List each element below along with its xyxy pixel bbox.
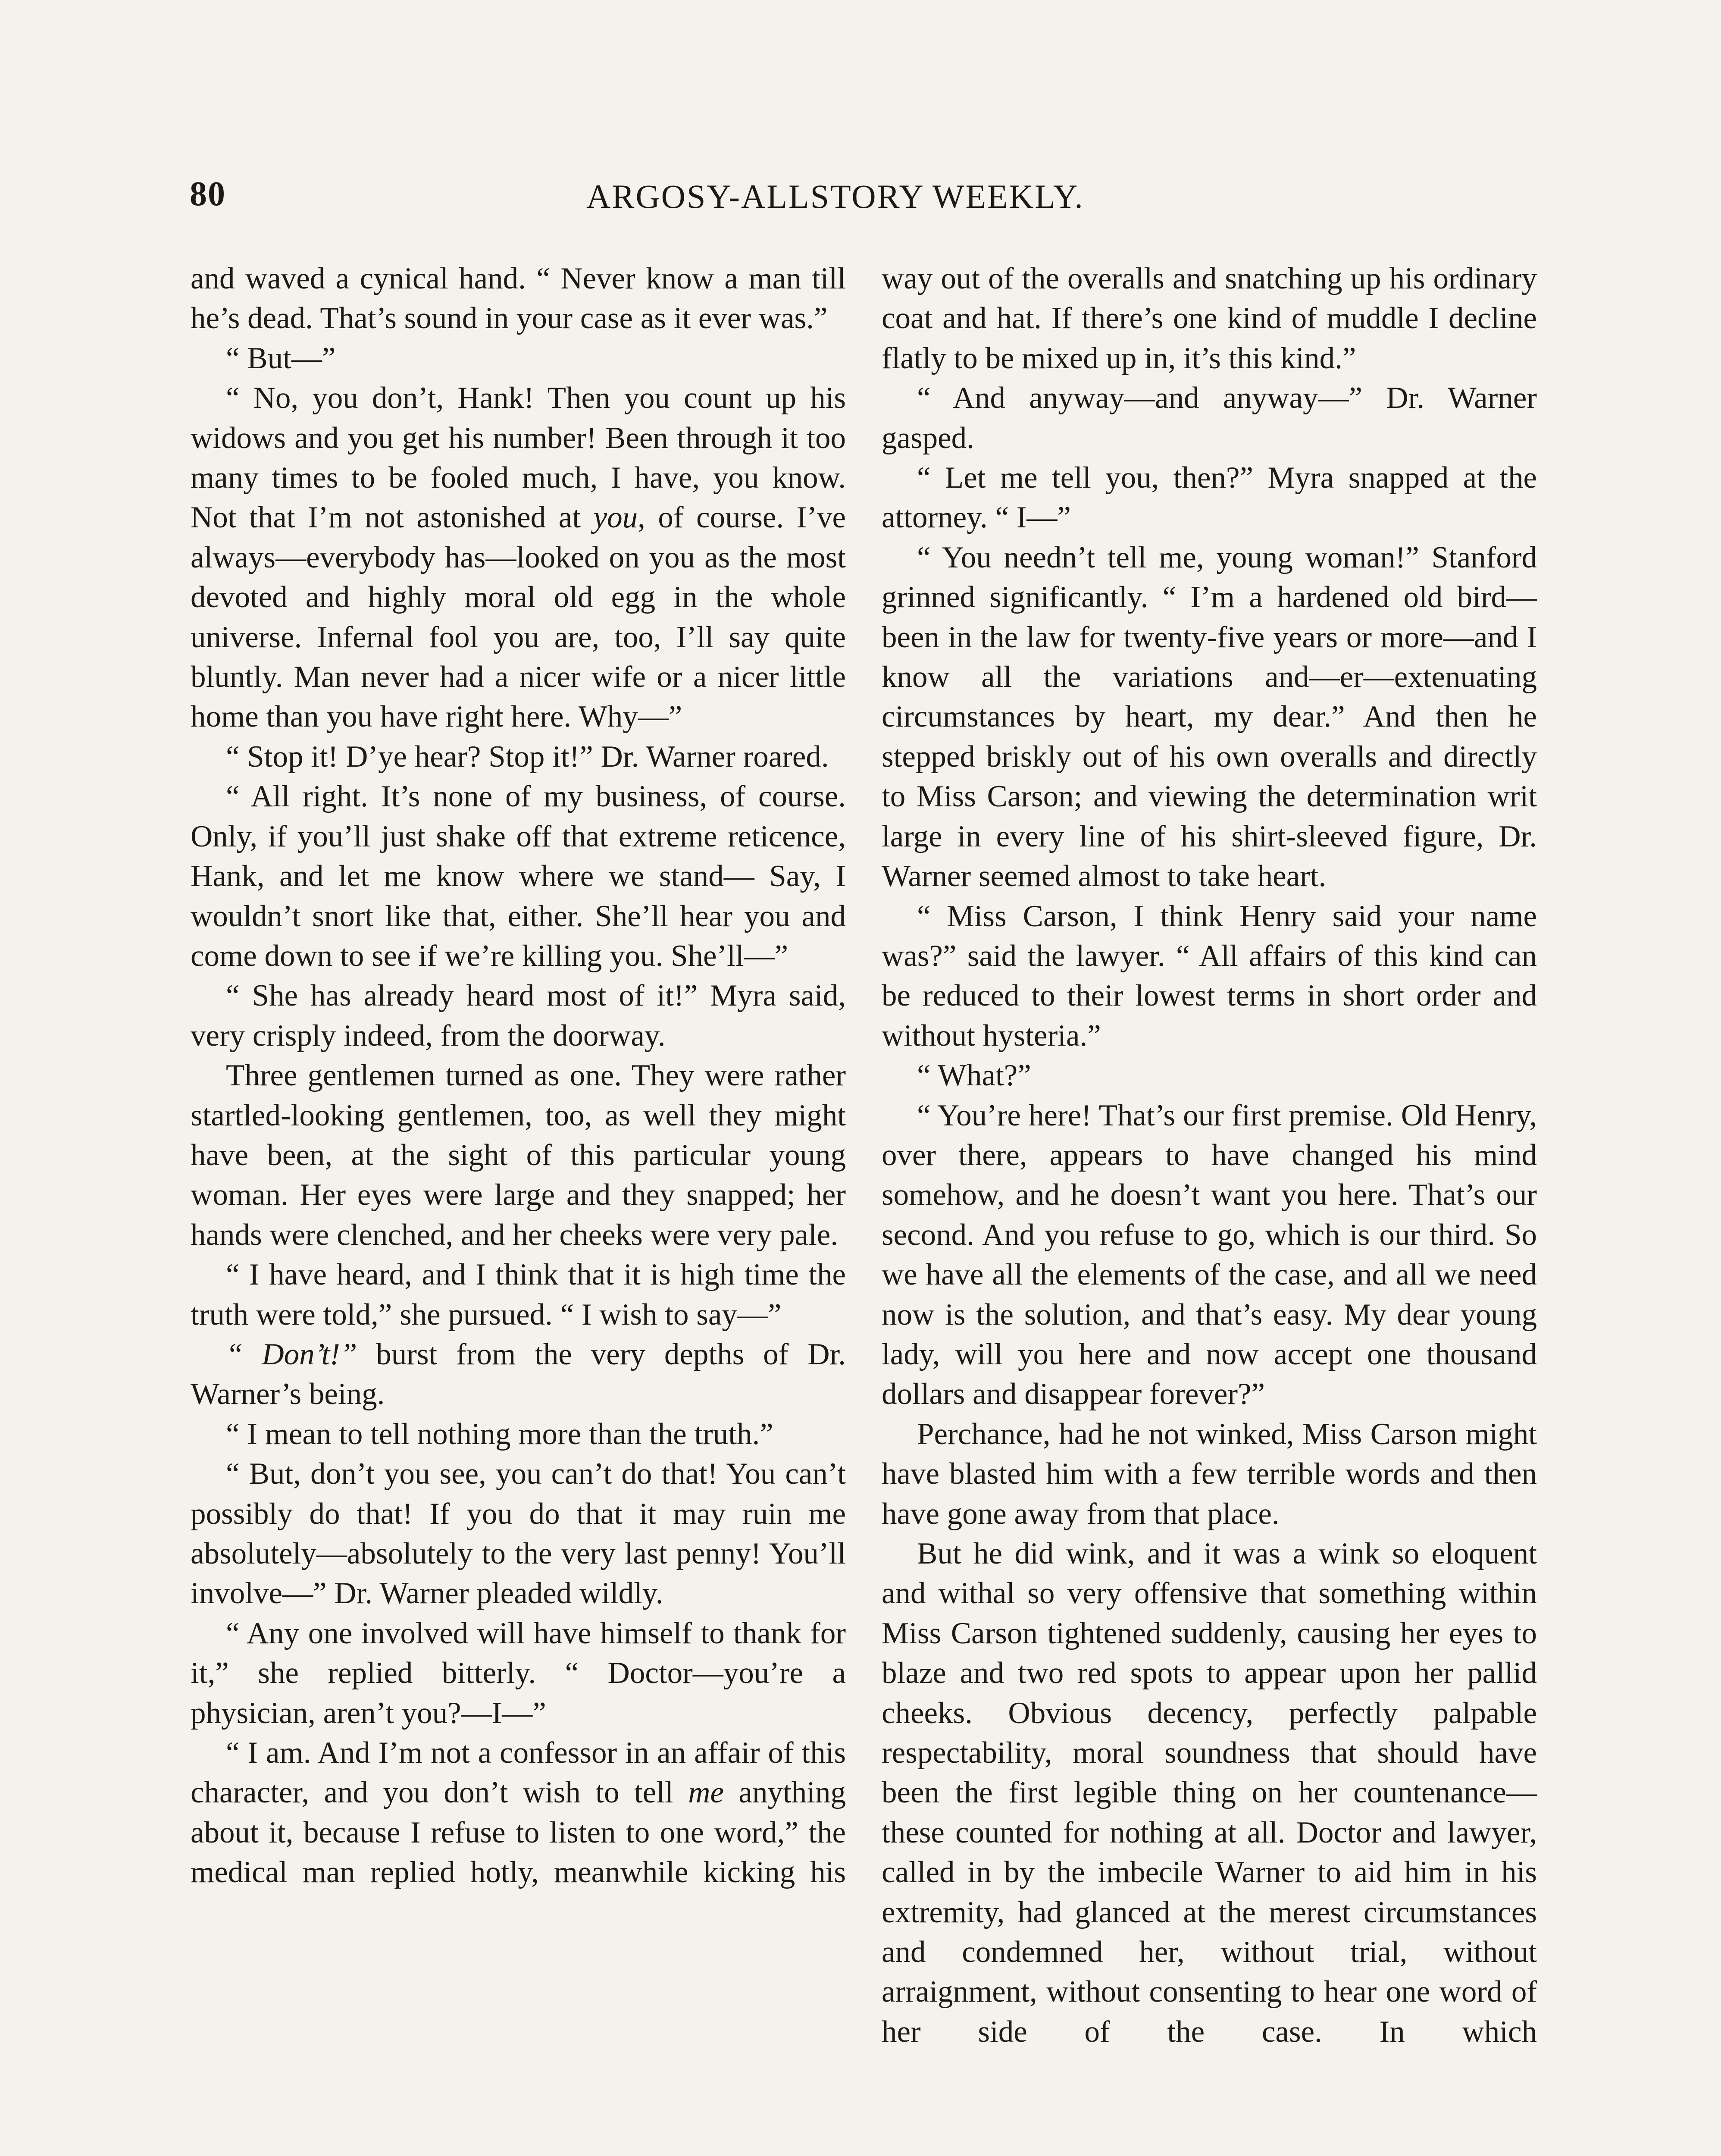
paragraph: “ Don’t!” burst from the very depths of Dr. Warner’s being. xyxy=(191,1337,846,1411)
paragraph: “ You needn’t tell me, young woman!” Stanford grinned significantly. “ I’m a hardened old bird—been in the law for twenty-five years or more—and I know all the variations and—er—extenuating circumstances by heart, my dear.” And then he stepped briskly out of his own overalls and directly to Miss Carson; and viewing the determination writ large in every line of his shirt-sleeved figure, Dr. Warner seemed almost to take heart. xyxy=(882,540,1537,893)
paragraph: “ What?” xyxy=(917,1059,1031,1093)
paragraph: “ You’re here! That’s our first premise. Old Henry, over there, appears to have changed his mind somehow, and he doesn’t want you here. That’s our second. And you refuse to go, which is our third. So we have all the elements of the case, and all we need now is the solution, and that’s easy. My dear young lady, will you here and now accept one thousand dollars and disappear forever?” xyxy=(882,1098,1537,1411)
paragraph: Perchance, had he not winked, Miss Carson might have blasted him with a few terrible words and then have gone away from that place. xyxy=(882,1417,1537,1531)
paragraph: “ I have heard, and I think that it is high time the truth were told,” she pursued. “ I wish to say—” xyxy=(191,1258,846,1332)
emphasis: “ Don’t!” xyxy=(226,1337,357,1371)
paragraph: “ Any one involved will have himself to thank for it,” she replied bitterly. “ Doctor—you’re a physician, aren’t you?—I—” xyxy=(191,1616,846,1730)
emphasis: you xyxy=(593,501,638,535)
right-column xyxy=(882,259,1537,2052)
emphasis: me xyxy=(688,1776,724,1810)
paragraph: “ Stop it! D’ye hear? Stop it!” Dr. Warner roared. xyxy=(226,740,829,774)
paragraph: “ All right. It’s none of my business, of course. Only, if you’ll just shake off that extreme reticence, Hank, and let me know where we stand— Say, I wouldn’t snort like that, either. She’ll hear you and come down to see if we’re killing you. She’ll—” xyxy=(191,780,846,973)
paragraph: But he did wink, and it was a wink so eloquent and withal so very offensive that something within Miss Carson tightened suddenly, causing her eyes to blaze and two red spots to appear upon her pallid cheeks. Obvious decency, perfectly palpable respectability, moral soundness that should have been the first legible thing on her countenance—these counted for nothing at all. Doctor and lawyer, called in by the imbecile Warner to aid him in his extremity, had glanced at the merest circumstances and condemned her, without trial, without arraignment, without consenting to hear one word of her side of the case. In which xyxy=(882,1537,1537,2049)
page-header xyxy=(190,175,1533,226)
running-head: ARGOSY-ALLSTORY WEEKLY. xyxy=(586,178,1084,215)
paragraph: and waved a cynical hand. “ Never know a man till he’s dead. That’s sound in your case as it ever was.” xyxy=(191,262,846,335)
paragraph: “ She has already heard most of it!” Myra said, very crisply indeed, from the doorway. xyxy=(191,979,846,1053)
paragraph: Three gentlemen turned as one. They were rather startled-looking gentlemen, too, as well they might have been, at the sight of this particular young woman. Her eyes were large and they snapped; her hands were clenched, and her cheeks were very pale. xyxy=(191,1059,846,1252)
paragraph: “ Miss Carson, I think Henry said your name was?” said the lawyer. “ All affairs of this kind can be reduced to their lowest terms in short order and without hysteria.” xyxy=(882,899,1537,1053)
paragraph: “ I mean to tell nothing more than the truth.” xyxy=(226,1417,773,1451)
paragraph: way out of the overalls and snatching up his ordinary coat and hat. If there’s one kind of muddle I decline flatly to be mixed up in, it’s this kind.” xyxy=(882,262,1537,375)
paragraph: “ Let me tell you, then?” Myra snapped at the attorney. “ I—” xyxy=(882,461,1537,535)
left-column xyxy=(191,259,846,1893)
paragraph: “ But, don’t you see, you can’t do that! You can’t possibly do that! If you do that it may ruin me absolutely—absolutely to the very last penny! You’ll involve—” Dr. Warner pleaded wildly. xyxy=(191,1457,846,1611)
paragraph: “ But—” xyxy=(226,341,336,375)
paragraph: “ No, you don’t, Hank! Then you count up his widows and you get his number! Been through it too many times to be fooled much, I have, you know. Not that I’m not astonished at you, of course. I’ve always—everybody has—looked on you as the most devoted and highly moral old egg in the whole universe. Infernal fool you are, too, I’ll say quite bluntly. Man never had a nicer wife or a nicer little home than you have right here. Why—” xyxy=(191,381,846,734)
page-number: 80 xyxy=(190,175,226,213)
paragraph: “ I am. And I’m not a confessor in an affair of this character, and you don’t wish to tell me anything about it, because I refuse to listen to one word,” the medical man replied hotly, meanwhile kicking his xyxy=(191,1736,846,1890)
paragraph: “ And anyway—and anyway—” Dr. Warner gasped. xyxy=(882,381,1537,455)
